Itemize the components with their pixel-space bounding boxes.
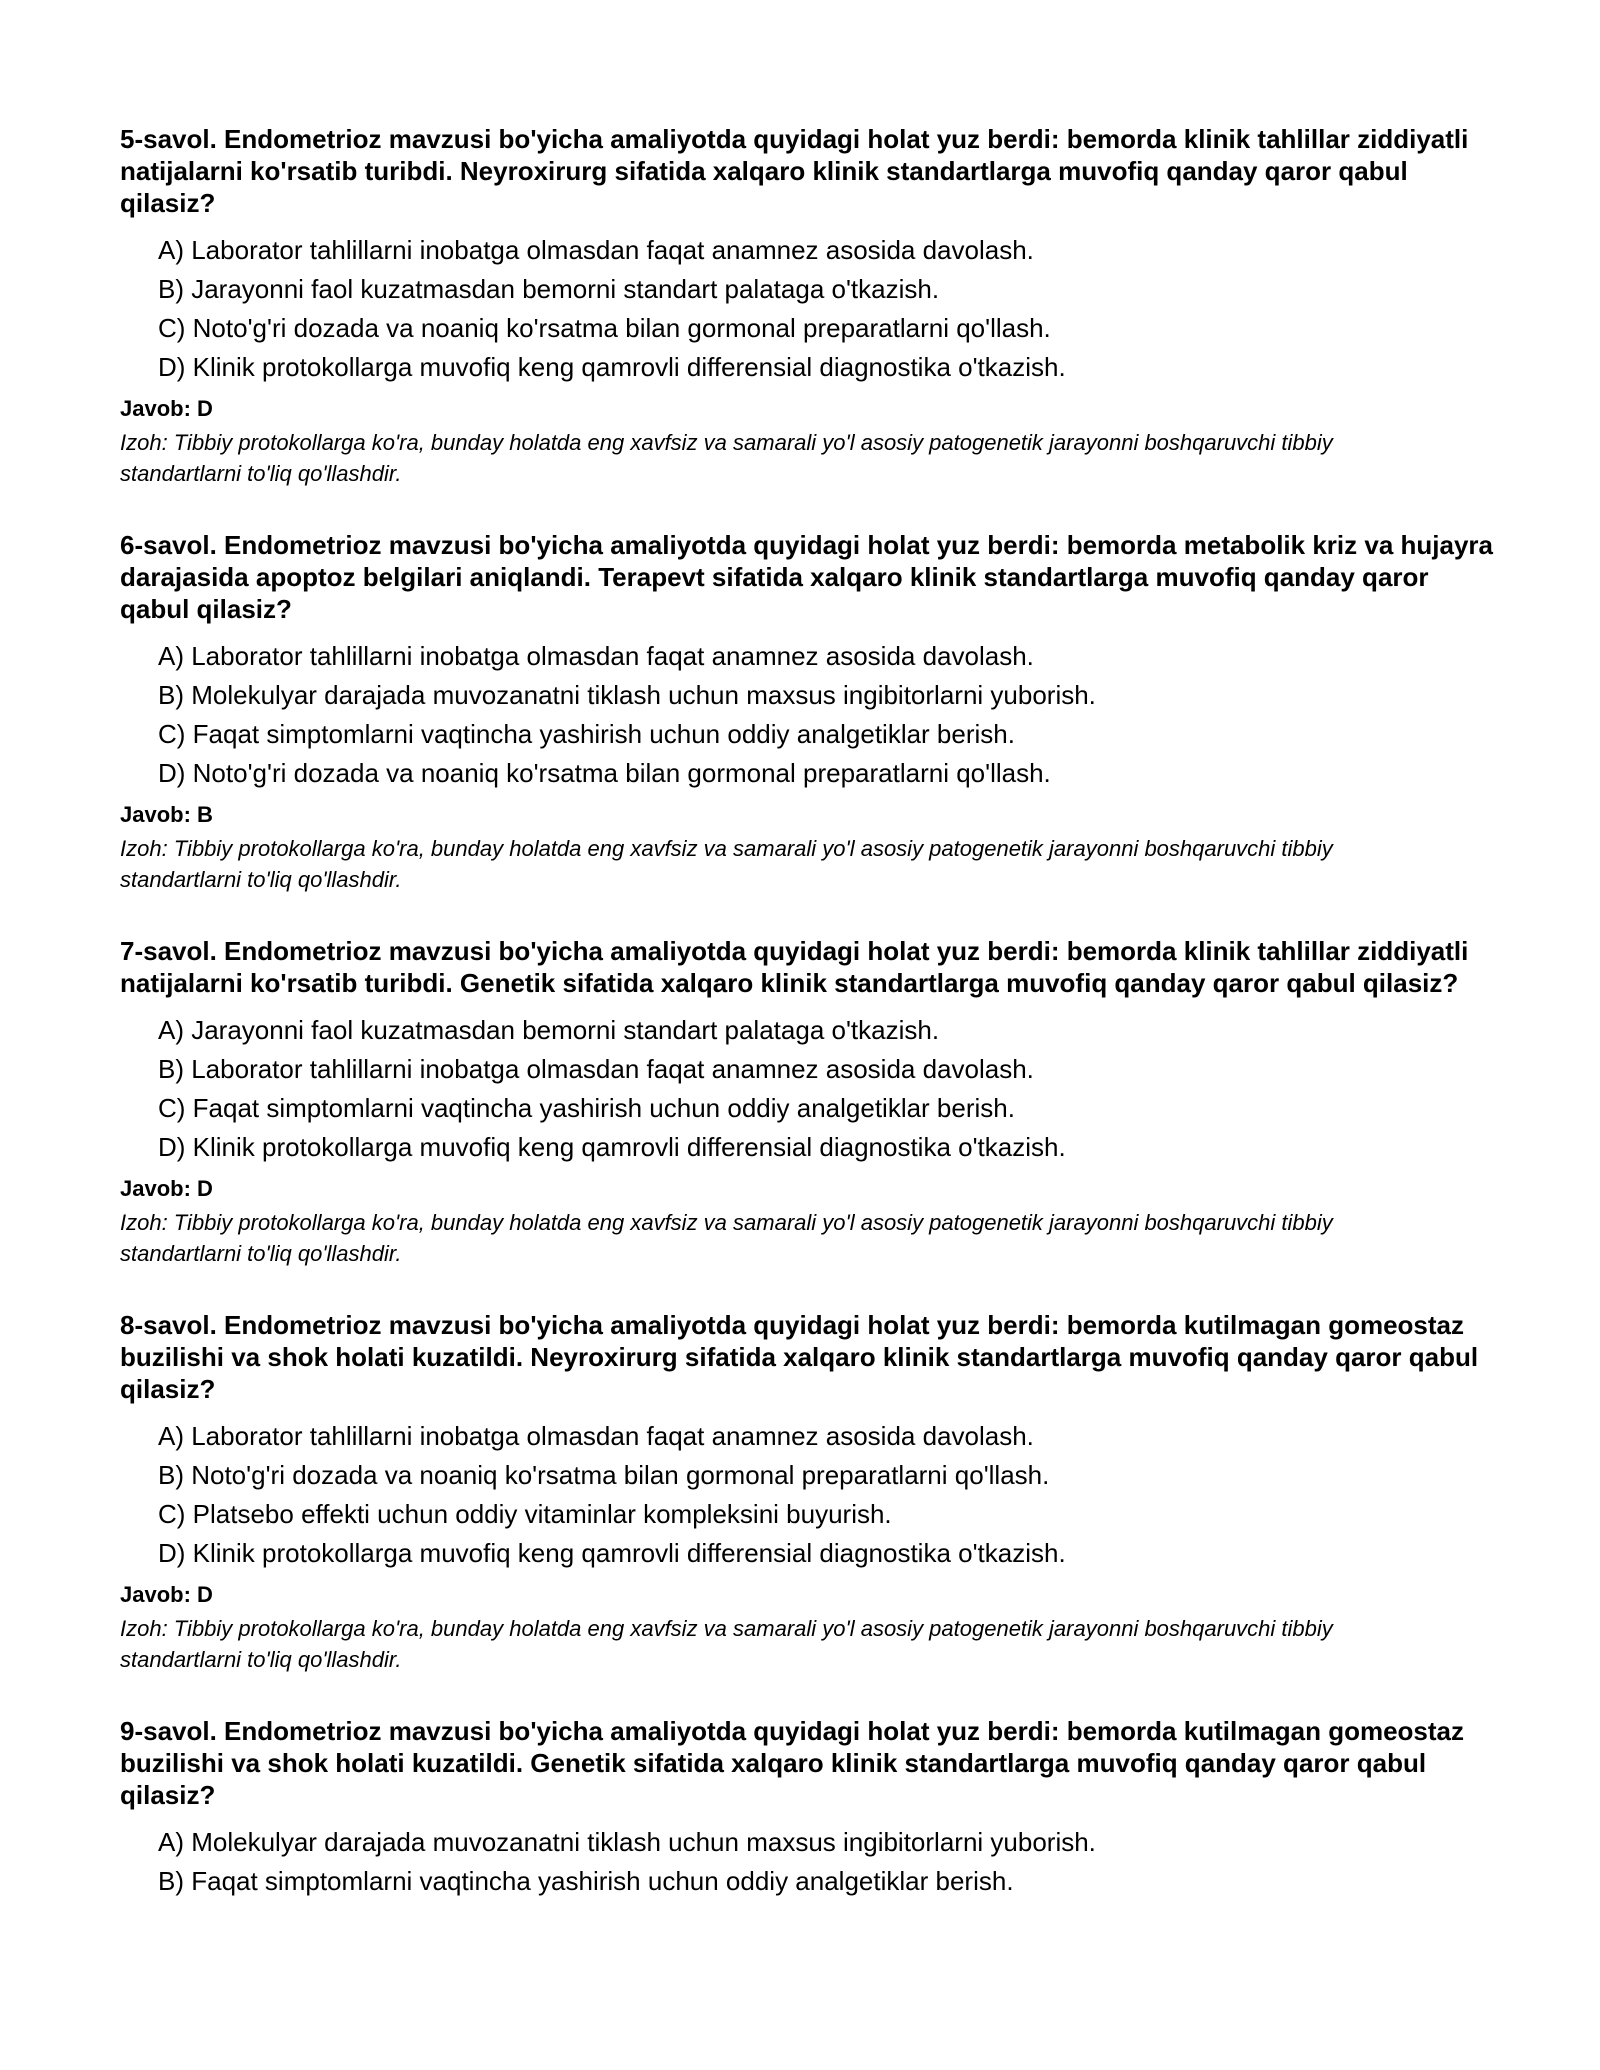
option-a: A) Laborator tahlillarni inobatga olmasdan faqat anamnez asosida davolash. (158, 641, 1034, 671)
option-b: B) Jarayonni faol kuzatmasdan bemorni standart palataga o'tkazish. (158, 274, 940, 304)
explanation-text: Izoh: Tibbiy protokollarga ko'ra, bunday holatda eng xavfsiz va samarali yo'l asosiy patogenetik jarayonni boshqaruvchi tibbiy standartlarni to'liq qo'llashdir. (120, 1210, 1333, 1266)
option-list (120, 1823, 1500, 1901)
option-b: B) Noto'g'ri dozada va noaniq ko'rsatma bilan gormonal preparatlarni qo'llash. (158, 1460, 1050, 1490)
explanation-text: Izoh: Tibbiy protokollarga ko'ra, bunday holatda eng xavfsiz va samarali yo'l asosiy patogenetik jarayonni boshqaruvchi tibbiy standartlarni to'liq qo'llashdir. (120, 430, 1333, 486)
explanation-text: Izoh: Tibbiy protokollarga ko'ra, bunday holatda eng xavfsiz va samarali yo'l asosiy patogenetik jarayonni boshqaruvchi tibbiy standartlarni to'liq qo'llashdir. (120, 836, 1333, 892)
option-list (120, 1417, 1500, 1573)
question-6 (120, 529, 1500, 895)
option-a: A) Laborator tahlillarni inobatga olmasdan faqat anamnez asosida davolash. (158, 235, 1034, 265)
option-list (120, 1011, 1500, 1167)
answer-label: Javob: B (120, 802, 213, 827)
question-title: 8-savol. Endometrioz mavzusi bo'yicha amaliyotda quyidagi holat yuz berdi: bemorda kutilmagan gomeostaz buzilishi va shok holati kuzatildi. Neyroxirurg sifatida xalqaro klinik standartlarga muvofiq qanday qaror qabul qilasiz? (120, 1310, 1479, 1404)
option-a: A) Molekulyar darajada muvozanatni tiklash uchun maxsus ingibitorlarni yuborish. (158, 1827, 1096, 1857)
option-d: D) Klinik protokollarga muvofiq keng qamrovli differensial diagnostika o'tkazish. (158, 1132, 1066, 1162)
option-list (120, 637, 1500, 793)
option-d: D) Klinik protokollarga muvofiq keng qamrovli differensial diagnostika o'tkazish. (158, 1538, 1066, 1568)
explanation-text: Izoh: Tibbiy protokollarga ko'ra, bunday holatda eng xavfsiz va samarali yo'l asosiy patogenetik jarayonni boshqaruvchi tibbiy standartlarni to'liq qo'llashdir. (120, 1616, 1333, 1672)
option-c: C) Faqat simptomlarni vaqtincha yashirish uchun oddiy analgetiklar berish. (158, 1093, 1015, 1123)
question-title: 7-savol. Endometrioz mavzusi bo'yicha amaliyotda quyidagi holat yuz berdi: bemorda klinik tahlillar ziddiyatli natijalarni ko'rsatib turibdi. Genetik sifatida xalqaro klinik standartlarga muvofiq qanday qaror qabul qilasiz? (120, 936, 1469, 998)
document-page (120, 123, 1500, 1941)
option-a: A) Jarayonni faol kuzatmasdan bemorni standart palataga o'tkazish. (158, 1015, 940, 1045)
question-title: 5-savol. Endometrioz mavzusi bo'yicha amaliyotda quyidagi holat yuz berdi: bemorda klinik tahlillar ziddiyatli natijalarni ko'rsatib turibdi. Neyroxirurg sifatida xalqaro klinik standartlarga muvofiq qanday qaror qabul qilasiz? (120, 124, 1469, 218)
option-d: D) Noto'g'ri dozada va noaniq ko'rsatma bilan gormonal preparatlarni qo'llash. (158, 758, 1051, 788)
question-7 (120, 935, 1500, 1269)
question-5 (120, 123, 1500, 489)
answer-label: Javob: D (120, 1176, 213, 1201)
option-a: A) Laborator tahlillarni inobatga olmasdan faqat anamnez asosida davolash. (158, 1421, 1034, 1451)
option-c: C) Faqat simptomlarni vaqtincha yashirish uchun oddiy analgetiklar berish. (158, 719, 1015, 749)
answer-label: Javob: D (120, 396, 213, 421)
option-list (120, 231, 1500, 387)
question-8 (120, 1309, 1500, 1675)
option-c: C) Noto'g'ri dozada va noaniq ko'rsatma bilan gormonal preparatlarni qo'llash. (158, 313, 1051, 343)
option-c: C) Platsebo effekti uchun oddiy vitaminlar kompleksini buyurish. (158, 1499, 892, 1529)
option-b: B) Laborator tahlillarni inobatga olmasdan faqat anamnez asosida davolash. (158, 1054, 1034, 1084)
question-title: 9-savol. Endometrioz mavzusi bo'yicha amaliyotda quyidagi holat yuz berdi: bemorda kutilmagan gomeostaz buzilishi va shok holati kuzatildi. Genetik sifatida xalqaro klinik standartlarga muvofiq qanday qaror qabul qilasiz? (120, 1716, 1465, 1810)
option-d: D) Klinik protokollarga muvofiq keng qamrovli differensial diagnostika o'tkazish. (158, 352, 1066, 382)
answer-label: Javob: D (120, 1582, 213, 1607)
option-b: B) Faqat simptomlarni vaqtincha yashirish uchun oddiy analgetiklar berish. (158, 1866, 1014, 1896)
question-title: 6-savol. Endometrioz mavzusi bo'yicha amaliyotda quyidagi holat yuz berdi: bemorda metabolik kriz va hujayra darajasida apoptoz belgilari aniqlandi. Terapevt sifatida xalqaro klinik standartlarga muvofiq qanday qaror qabul qilasiz? (120, 530, 1493, 624)
option-b: B) Molekulyar darajada muvozanatni tiklash uchun maxsus ingibitorlarni yuborish. (158, 680, 1096, 710)
question-9 (120, 1715, 1500, 1901)
